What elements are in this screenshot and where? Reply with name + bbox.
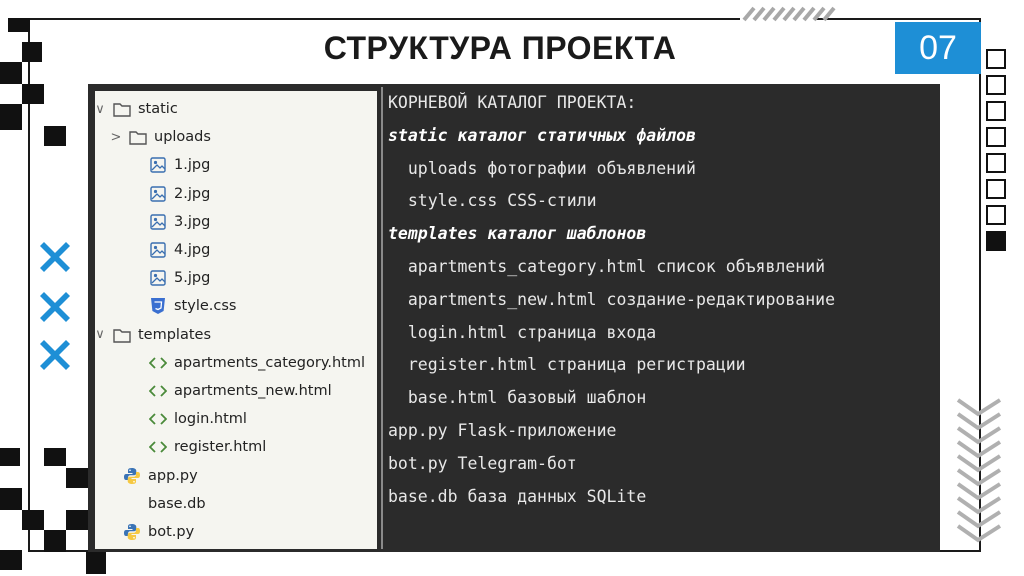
- file-tree-item-label: apartments_new.html: [174, 383, 332, 399]
- file-tree-item-label: bot.py: [148, 524, 195, 540]
- blank-icon: [123, 495, 141, 513]
- html-file-icon: [149, 410, 167, 428]
- description-line: static каталог статичных файлов: [388, 125, 696, 145]
- progress-square: [986, 127, 1006, 147]
- file-tree-item[interactable]: [149, 433, 266, 461]
- file-tree-item[interactable]: [149, 151, 210, 179]
- file-tree-item[interactable]: [149, 180, 210, 208]
- file-tree-item-label: register.html: [174, 439, 267, 456]
- description-line: app.py Flask-приложение: [388, 421, 617, 440]
- file-tree-item[interactable]: [95, 95, 178, 123]
- hatch-decoration-top: [742, 6, 842, 22]
- progress-square: [986, 179, 1006, 199]
- progress-square: [986, 49, 1006, 69]
- file-tree: [95, 91, 377, 549]
- file-tree-item[interactable]: [149, 349, 365, 377]
- file-tree-item-label: 5.jpg: [174, 270, 211, 287]
- description-line: templates каталог шаблонов: [388, 224, 647, 244]
- slide-title: СТРУКТУРА ПРОЕКТА: [323, 30, 677, 66]
- progress-square: [986, 101, 1006, 121]
- file-tree-item[interactable]: [149, 405, 247, 433]
- panel-divider: [381, 87, 383, 549]
- html-file-icon: [149, 438, 167, 456]
- description-line: register.html страница регистрации: [388, 355, 746, 375]
- file-tree-item[interactable]: [95, 321, 211, 349]
- file-tree-item[interactable]: [149, 292, 236, 320]
- chevron-icon[interactable]: ∨: [95, 327, 105, 343]
- image-file-icon: [149, 241, 167, 259]
- progress-square: [986, 153, 1006, 173]
- x-mark-icon: [38, 240, 72, 274]
- x-mark-icon: [38, 290, 72, 324]
- python-file-icon: [123, 467, 141, 485]
- folder-icon: [129, 128, 147, 146]
- file-tree-item[interactable]: [123, 490, 206, 518]
- description-line: uploads фотографии объявлений: [388, 158, 696, 178]
- chevron-icon[interactable]: ∨: [95, 101, 105, 117]
- chevron-icon[interactable]: >: [110, 129, 122, 145]
- page-number-badge: 07: [895, 22, 981, 74]
- image-file-icon: [149, 213, 167, 231]
- file-tree-item-label: style.css: [174, 298, 237, 315]
- description-line: login.html страница входа: [388, 322, 657, 342]
- html-file-icon: [149, 382, 167, 400]
- python-file-icon: [123, 523, 141, 541]
- file-tree-item-label: apartments_category.html: [174, 354, 365, 371]
- file-tree-item-label: templates: [138, 326, 212, 343]
- folder-icon: [113, 326, 131, 344]
- image-file-icon: [149, 185, 167, 203]
- image-file-icon: [149, 269, 167, 287]
- file-tree-item-label: 3.jpg: [174, 213, 211, 230]
- image-file-icon: [149, 156, 167, 174]
- file-tree-item-label: 4.jpg: [174, 242, 211, 258]
- structure-description: [388, 93, 936, 543]
- file-tree-item-label: uploads: [154, 129, 211, 146]
- file-tree-item[interactable]: [149, 377, 332, 405]
- description-line: base.db база данных SQLite: [388, 486, 647, 506]
- file-tree-item[interactable]: [149, 208, 210, 236]
- file-tree-item[interactable]: [149, 236, 210, 264]
- description-line: style.css CSS-стили: [388, 191, 597, 211]
- description-line: bot.py Telegram-бот: [388, 453, 577, 473]
- html-file-icon: [149, 354, 167, 372]
- project-structure-panel: [88, 84, 940, 552]
- file-tree-item[interactable]: [123, 462, 198, 490]
- file-tree-item-label: 2.jpg: [174, 185, 211, 202]
- slide-progress-squares: [986, 49, 1008, 257]
- folder-icon: [113, 100, 131, 118]
- file-tree-item-label: 1.jpg: [174, 157, 211, 174]
- file-tree-item-label: static: [138, 101, 178, 117]
- description-line: apartments_category.html список объявлений: [388, 257, 826, 276]
- progress-square-current: [986, 231, 1006, 251]
- css-file-icon: [149, 297, 167, 315]
- file-tree-item-label: base.db: [148, 495, 206, 512]
- file-tree-item[interactable]: [123, 518, 194, 546]
- file-tree-item[interactable]: [149, 264, 210, 292]
- description-line: base.html базовый шаблон: [388, 388, 647, 408]
- description-line: КОРНЕВОЙ КАТАЛОГ ПРОЕКТА:: [388, 93, 637, 112]
- hatch-decoration-right: [956, 396, 1004, 546]
- description-line: apartments_new.html создание-редактирование: [388, 289, 836, 309]
- progress-square: [986, 75, 1006, 95]
- x-mark-icon: [38, 338, 72, 372]
- progress-square: [986, 205, 1006, 225]
- file-tree-item-label: app.py: [148, 467, 198, 484]
- file-tree-item-label: login.html: [174, 411, 247, 428]
- file-tree-item[interactable]: [109, 123, 211, 151]
